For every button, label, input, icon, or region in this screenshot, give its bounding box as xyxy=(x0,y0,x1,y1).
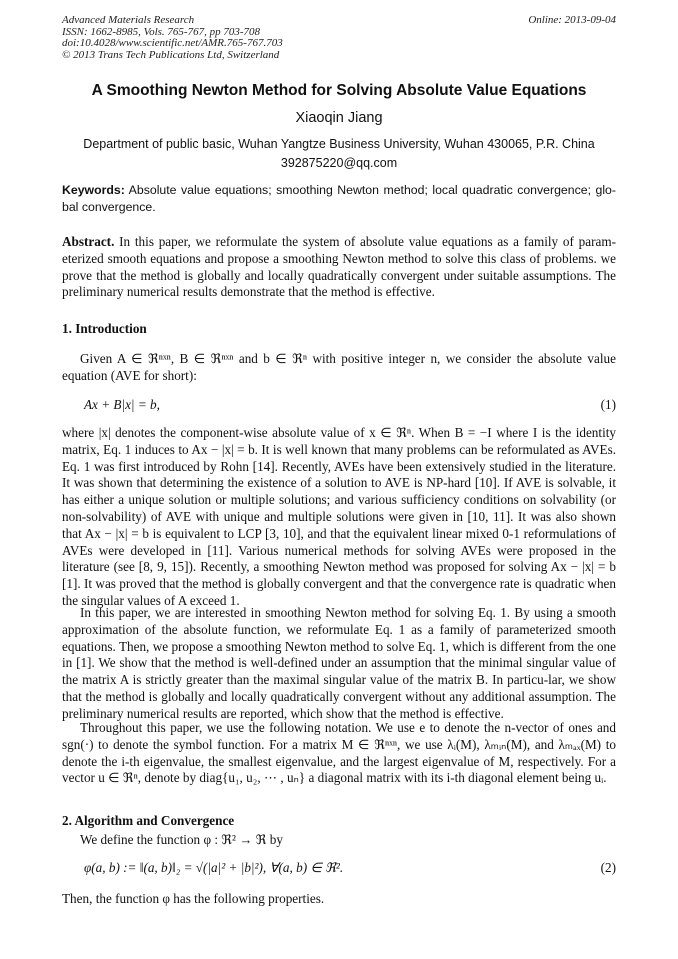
section-heading-algorithm: 2. Algorithm and Convergence xyxy=(62,813,235,828)
affiliation-block xyxy=(62,135,616,173)
algorithm-paragraph-2: Then, the function φ has the following properties. xyxy=(62,891,325,906)
equation-1 xyxy=(84,397,616,413)
equation-2-expression: φ(a, b) := ‖(a, b)‖₂ = √(|a|² + |b|²), ∀(a, b) ∈ ℜ². xyxy=(84,860,344,875)
journal-header xyxy=(62,15,616,61)
abstract-label: Abstract. xyxy=(62,234,115,249)
equation-2-number: (2) xyxy=(600,860,616,875)
online-date: Online: 2013-09-04 xyxy=(528,14,616,26)
intro-paragraph-4: Throughout this paper, we use the following notation. We use e to denote the n-vector of ones and sgn(·) to denote the symbol function. For a matrix M ∈ ℜⁿˣⁿ, we use λᵢ(M), λₘᵢₙ(M), and λₘₐₓ(M) to denote the i-th eigenvalue, the smallest eigenvalue, and the largest eigenvalue of M, respectively. For a vector u ∈ ℜⁿ, denote by diag{u₁, u₂, ⋯ , uₙ} a diagonal matrix with its i-th diagonal element being uᵢ. xyxy=(62,720,616,786)
intro-paragraph-2: where |x| denotes the component-wise absolute value of x ∈ ℜⁿ. When B = −I where I is the identity matrix, Eq. 1 induces to Ax − |x| = b. It is well known that many problems can be reformulated as AVEs. Eq. 1 was first introduced by Rohn [14]. Recently, AVEs have been extensively studied in the literature. It was shown that determining the existence of a solution to AVE is NP-hard [10]. If AVE is solvable, it has either a unique solution or multiple solutions; and various sufficiency conditions on solvability (or non-solvability) of AVE with unique and multiple solutions were given in [10, 11]. It was also shown that Ax − |x| = b is equivalent to LCP [3, 10], and that the equivalent linear mixed 0-1 reformulations of AVEs were developed in [11]. Various numerical methods for solving AVEs were proposed in the literature (see [8, 9, 15]). Recently, a smoothing Newton method was proposed for solving Ax − |x| = b [1]. It was proved that the method is globally convergent and that the convergence rate is quadratic when the singular values of A exceed 1. xyxy=(62,425,616,608)
intro-paragraph-1: Given A ∈ ℜⁿˣⁿ, B ∈ ℜⁿˣⁿ and b ∈ ℜⁿ with positive integer n, we consider the absolute value equation (AVE for short): xyxy=(62,351,616,383)
intro-paragraph-3: In this paper, we are interested in smoothing Newton method for solving Eq. 1. By using a smooth approximation of the absolute function, we reformulate Eq. 1 as a family of parameterized smooth equations. Then, we propose a smoothing Newton method to solve Eq. 1, which is different from the one in [1]. We show that the method is well-defined under an assumption that the minimal singular value of the matrix A is strictly greater than the maximal singular value of the matrix B. In particu-lar, we show that the method is globally and locally quadratically convergent without any additional assumption. The preliminary numerical results are reported, which show that the method is effective. xyxy=(62,605,616,721)
author-name: Xiaoqin Jiang xyxy=(295,110,383,126)
keywords-text: Absolute value equations; smoothing Newton method; local quadratic convergence; glo-bal convergence. xyxy=(62,183,616,214)
author-email: 392875220@qq.com xyxy=(280,156,398,170)
doi-line: doi:10.4028/www.scientific.net/AMR.765-767.703 xyxy=(62,37,283,49)
abstract xyxy=(62,234,616,301)
keywords-label: Keywords: xyxy=(62,183,125,197)
equation-1-number: (1) xyxy=(600,397,616,412)
copyright-line: © 2013 Trans Tech Publications Ltd, Switzerland xyxy=(62,48,280,61)
affiliation: Department of public basic, Wuhan Yangtze Business University, Wuhan 430065, P.R. China xyxy=(83,137,595,151)
issn-line: ISSN: 1662-8985, Vols. 765-767, pp 703-708 xyxy=(62,25,260,38)
algorithm-paragraph-1: We define the function φ : ℜ² → ℜ by xyxy=(80,832,283,847)
equation-2 xyxy=(84,860,616,876)
abstract-text: In this paper, we reformulate the system of absolute value equations as a family of param-eterized smooth equations and propose a smoothing Newton method to solve this class of problems. we prove that the method is globally and locally quadratically convergent under suitable assumptions. The preliminary numerical results demonstrate that the method is effective. xyxy=(62,234,616,300)
journal-name: Advanced Materials Research xyxy=(62,14,195,26)
paper-title: A Smoothing Newton Method for Solving Absolute Value Equations xyxy=(91,82,587,99)
section-heading-introduction: 1. Introduction xyxy=(62,321,147,336)
keywords xyxy=(62,182,616,216)
equation-1-expression: Ax + B|x| = b, xyxy=(84,397,160,412)
